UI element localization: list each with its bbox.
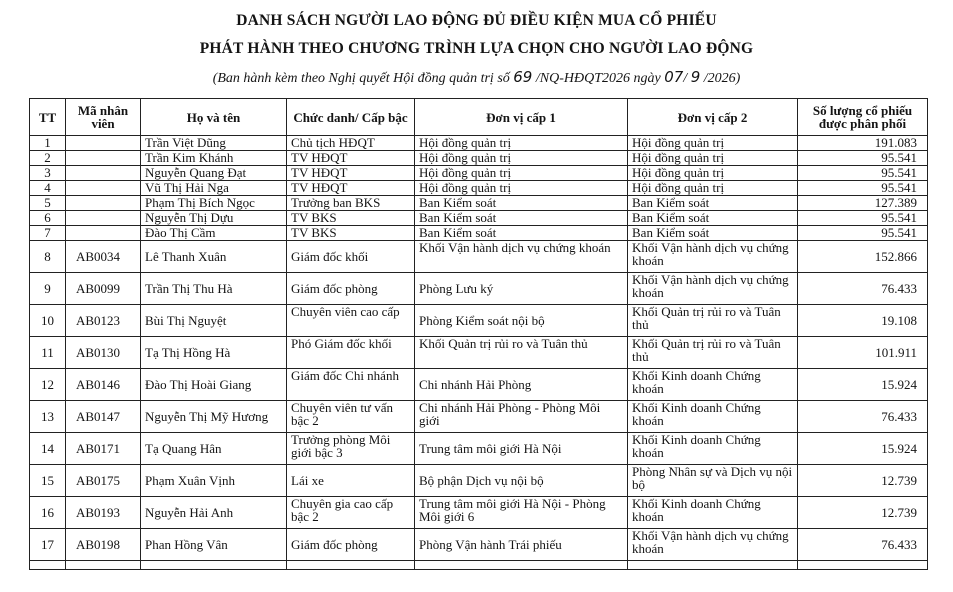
unit-level-2: Hội đồng quản trị	[628, 151, 798, 166]
employee-table	[29, 98, 928, 570]
unit-level-1: Khối Vận hành dịch vụ chứng khoán	[415, 241, 628, 273]
unit-level-2: Khối Kinh doanh Chứng khoán	[628, 401, 798, 433]
table-row	[30, 241, 928, 273]
employee-name: Bùi Thị Nguyệt	[141, 305, 287, 337]
table-row	[30, 497, 928, 529]
empty-cell	[66, 561, 141, 570]
share-quantity: 95.541	[798, 181, 928, 196]
share-quantity: 95.541	[798, 166, 928, 181]
unit-level-1: Ban Kiểm soát	[415, 196, 628, 211]
share-quantity: 12.739	[798, 497, 928, 529]
empty-cell	[287, 561, 415, 570]
employee-name: Trần Thị Thu Hà	[141, 273, 287, 305]
row-number: 12	[30, 369, 66, 401]
employee-code: AB0147	[66, 401, 141, 433]
employee-name: Vũ Thị Hải Nga	[141, 181, 287, 196]
table-row	[30, 273, 928, 305]
table-row	[30, 181, 928, 196]
table-row	[30, 529, 928, 561]
unit-level-1: Hội đồng quản trị	[415, 136, 628, 151]
unit-level-1: Hội đồng quản trị	[415, 181, 628, 196]
resolution-reference: (Ban hành kèm theo Nghị quyết Hội đồng quản trị số 69 /NQ-HĐQT2026 ngày 07/ 9 /2026)	[212, 68, 741, 86]
employee-name: Đào Thị Hoài Giang	[141, 369, 287, 401]
unit-level-1: Hội đồng quản trị	[415, 151, 628, 166]
employee-position: Chuyên gia cao cấp bậc 2	[287, 497, 415, 529]
employee-code	[66, 196, 141, 211]
resolution-suffix: /2026)	[703, 71, 741, 86]
row-number: 1	[30, 136, 66, 151]
unit-level-1: Trung tâm môi giới Hà Nội	[415, 433, 628, 465]
unit-level-2: Khối Kinh doanh Chứng khoán	[628, 497, 798, 529]
employee-name: Nguyễn Hải Anh	[141, 497, 287, 529]
employee-code: AB0146	[66, 369, 141, 401]
employee-name: Đào Thị Cầm	[141, 226, 287, 241]
row-number: 9	[30, 273, 66, 305]
share-quantity: 12.739	[798, 465, 928, 497]
employee-code: AB0099	[66, 273, 141, 305]
unit-level-1: Chi nhánh Hải Phòng - Phòng Môi giới	[415, 401, 628, 433]
employee-code	[66, 151, 141, 166]
unit-level-1: Hội đồng quản trị	[415, 166, 628, 181]
col-header-unit-level-2: Đơn vị cấp 2	[628, 99, 798, 136]
employee-position: TV BKS	[287, 211, 415, 226]
unit-level-2: Ban Kiểm soát	[628, 196, 798, 211]
employee-position: Lái xe	[287, 465, 415, 497]
employee-position: Giám đốc phòng	[287, 529, 415, 561]
employee-position: Chuyên viên cao cấp	[287, 305, 415, 337]
col-header-unit-level-1: Đơn vị cấp 1	[415, 99, 628, 136]
employee-position: TV HĐQT	[287, 166, 415, 181]
unit-level-1: Khối Quản trị rủi ro và Tuân thủ	[415, 337, 628, 369]
unit-level-1: Trung tâm môi giới Hà Nội - Phòng Môi giới 6	[415, 497, 628, 529]
unit-level-1: Ban Kiểm soát	[415, 226, 628, 241]
resolution-day: 07	[664, 68, 684, 86]
row-number: 3	[30, 166, 66, 181]
document-subtitle-title: PHÁT HÀNH THEO CHƯƠNG TRÌNH LỰA CHỌN CHO NGƯỜI LAO ĐỘNG	[199, 40, 754, 57]
unit-level-2: Khối Vận hành dịch vụ chứng khoán	[628, 273, 798, 305]
table-row	[30, 151, 928, 166]
employee-position: Trưởng phòng Môi giới bậc 3	[287, 433, 415, 465]
share-quantity: 152.866	[798, 241, 928, 273]
resolution-number: 69	[513, 68, 533, 86]
empty-cell	[30, 561, 66, 570]
col-header-full-name: Họ và tên	[141, 99, 287, 136]
employee-name: Phạm Xuân Vịnh	[141, 465, 287, 497]
resolution-prefix: (Ban hành kèm theo Nghị quyết Hội đồng quản trị số	[212, 71, 510, 86]
table-header-row	[30, 99, 928, 136]
row-number: 11	[30, 337, 66, 369]
share-quantity: 76.433	[798, 529, 928, 561]
empty-cell	[798, 561, 928, 570]
row-number: 16	[30, 497, 66, 529]
share-quantity: 95.541	[798, 151, 928, 166]
employee-name: Phan Hồng Vân	[141, 529, 287, 561]
share-quantity: 191.083	[798, 136, 928, 151]
employee-name: Nguyễn Thị Dựu	[141, 211, 287, 226]
table-row	[30, 136, 928, 151]
unit-level-2: Khối Vận hành dịch vụ chứng khoán	[628, 529, 798, 561]
resolution-month: 9	[690, 68, 701, 86]
row-number: 7	[30, 226, 66, 241]
row-number: 2	[30, 151, 66, 166]
unit-level-2: Ban Kiểm soát	[628, 211, 798, 226]
share-quantity: 76.433	[798, 401, 928, 433]
employee-position: Chủ tịch HĐQT	[287, 136, 415, 151]
employee-name: Phạm Thị Bích Ngọc	[141, 196, 287, 211]
share-quantity: 15.924	[798, 433, 928, 465]
unit-level-2: Hội đồng quản trị	[628, 166, 798, 181]
unit-level-1: Bộ phận Dịch vụ nội bộ	[415, 465, 628, 497]
empty-cell	[628, 561, 798, 570]
employee-code: AB0123	[66, 305, 141, 337]
employee-position: TV HĐQT	[287, 151, 415, 166]
employee-code: AB0171	[66, 433, 141, 465]
employee-code	[66, 166, 141, 181]
share-quantity: 19.108	[798, 305, 928, 337]
col-header-employee-code: Mã nhân viên	[66, 99, 141, 136]
employee-name: Lê Thanh Xuân	[141, 241, 287, 273]
employee-code: AB0130	[66, 337, 141, 369]
unit-level-2: Hội đồng quản trị	[628, 136, 798, 151]
employee-position: Giám đốc phòng	[287, 273, 415, 305]
resolution-middle: /NQ-HĐQT2026 ngày	[535, 71, 661, 86]
table-row	[30, 433, 928, 465]
table-row	[30, 226, 928, 241]
unit-level-2: Khối Quản trị rủi ro và Tuân thủ	[628, 305, 798, 337]
share-quantity: 101.911	[798, 337, 928, 369]
unit-level-2: Khối Quản trị rủi ro và Tuân thủ	[628, 337, 798, 369]
row-number: 13	[30, 401, 66, 433]
row-number: 6	[30, 211, 66, 226]
employee-name: Tạ Quang Hân	[141, 433, 287, 465]
row-number: 15	[30, 465, 66, 497]
share-quantity: 15.924	[798, 369, 928, 401]
row-number: 8	[30, 241, 66, 273]
employee-name: Trần Việt Dũng	[141, 136, 287, 151]
employee-name: Nguyễn Quang Đạt	[141, 166, 287, 181]
table-row	[30, 337, 928, 369]
employee-position: Giám đốc Chi nhánh	[287, 369, 415, 401]
table-row	[30, 196, 928, 211]
employee-name: Tạ Thị Hồng Hà	[141, 337, 287, 369]
col-header-tt: TT	[30, 99, 66, 136]
employee-code	[66, 181, 141, 196]
share-quantity: 76.433	[798, 273, 928, 305]
share-quantity: 95.541	[798, 211, 928, 226]
table-row	[30, 369, 928, 401]
unit-level-2: Khối Vận hành dịch vụ chứng khoán	[628, 241, 798, 273]
unit-level-1: Ban Kiểm soát	[415, 211, 628, 226]
employee-name: Trần Kim Khánh	[141, 151, 287, 166]
unit-level-2: Phòng Nhân sự và Dịch vụ nội bộ	[628, 465, 798, 497]
employee-position: Phó Giám đốc khối	[287, 337, 415, 369]
unit-level-2: Hội đồng quản trị	[628, 181, 798, 196]
employee-code	[66, 226, 141, 241]
table-row	[30, 166, 928, 181]
col-header-shares: Số lượng cổ phiếu được phân phối	[798, 99, 928, 136]
employee-code: AB0175	[66, 465, 141, 497]
table-row	[30, 305, 928, 337]
row-number: 14	[30, 433, 66, 465]
employee-code: AB0198	[66, 529, 141, 561]
unit-level-1: Phòng Kiểm soát nội bộ	[415, 305, 628, 337]
unit-level-2: Ban Kiểm soát	[628, 226, 798, 241]
row-number: 10	[30, 305, 66, 337]
empty-cell	[415, 561, 628, 570]
table-row	[30, 211, 928, 226]
unit-level-2: Khối Kinh doanh Chứng khoán	[628, 369, 798, 401]
employee-code: AB0034	[66, 241, 141, 273]
employee-code	[66, 136, 141, 151]
unit-level-1: Phòng Lưu ký	[415, 273, 628, 305]
table-row	[30, 465, 928, 497]
col-header-position: Chức danh/ Cấp bậc	[287, 99, 415, 136]
employee-position: TV BKS	[287, 226, 415, 241]
employee-code	[66, 211, 141, 226]
table-row	[30, 401, 928, 433]
employee-position: Giám đốc khối	[287, 241, 415, 273]
share-quantity: 127.389	[798, 196, 928, 211]
row-number: 5	[30, 196, 66, 211]
row-number: 4	[30, 181, 66, 196]
unit-level-2: Khối Kinh doanh Chứng khoán	[628, 433, 798, 465]
document-title: DANH SÁCH NGƯỜI LAO ĐỘNG ĐỦ ĐIỀU KIỆN MUA CỔ PHIẾU	[236, 12, 717, 29]
employee-position: TV HĐQT	[287, 181, 415, 196]
employee-position: Chuyên viên tư vấn bậc 2	[287, 401, 415, 433]
empty-cell	[141, 561, 287, 570]
employee-name: Nguyễn Thị Mỹ Hương	[141, 401, 287, 433]
unit-level-1: Phòng Vận hành Trái phiếu	[415, 529, 628, 561]
table-row-partial	[30, 561, 928, 570]
share-quantity: 95.541	[798, 226, 928, 241]
employee-position: Trưởng ban BKS	[287, 196, 415, 211]
unit-level-1: Chi nhánh Hải Phòng	[415, 369, 628, 401]
employee-code: AB0193	[66, 497, 141, 529]
row-number: 17	[30, 529, 66, 561]
